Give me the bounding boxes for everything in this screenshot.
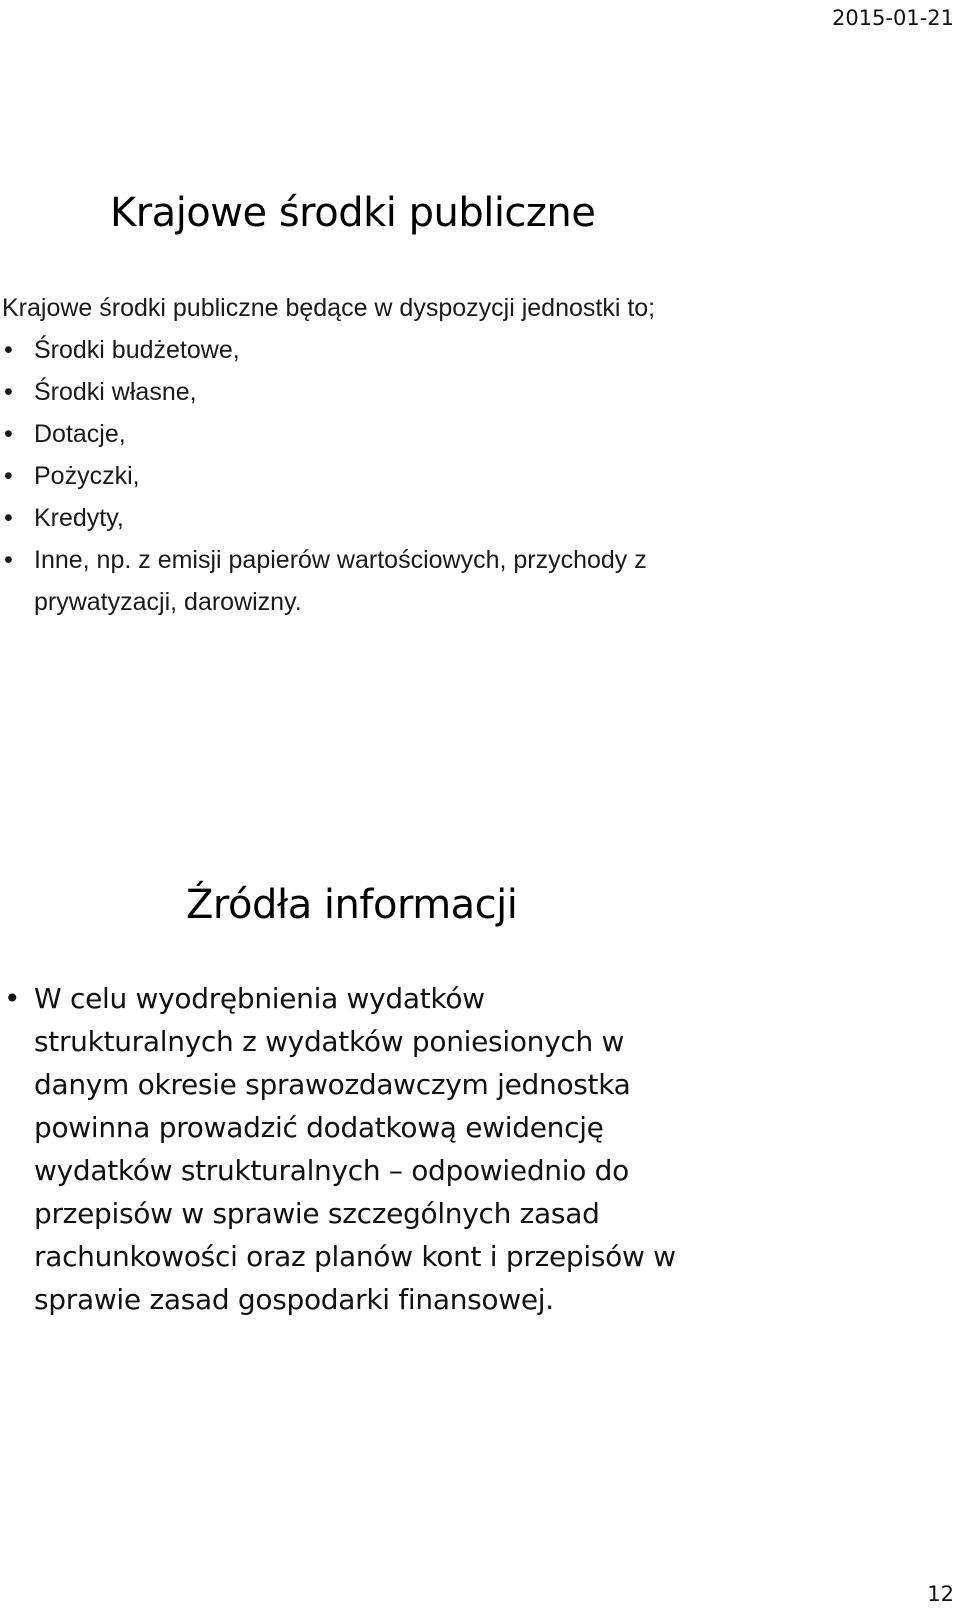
bullet-list — [2, 977, 692, 1321]
bullet-list — [2, 329, 722, 623]
list-item: • W celu wyodrębnienia wydatków strukturalnych z wydatków poniesionych w danym okresie sprawozdawczym jednostka powinna prowadzić dodatkową ewidencję wydatków strukturalnych – odpowiednio do przepisów w sprawie szczególnych zasad rachunkowości oraz planów kont i przepisów w sprawie zasad gospodarki finansowej. — [2, 977, 692, 1321]
list-item: • Dotacje, — [2, 413, 722, 455]
bullet-icon: • — [4, 982, 21, 1015]
slide-title: Krajowe środki publiczne — [110, 190, 596, 236]
intro-text: Krajowe środki publiczne będące w dyspozycji jednostki to; — [2, 294, 656, 322]
bullet-icon: • — [4, 420, 13, 448]
list-item: • Inne, np. z emisji papierów wartościowych, przychody z prywatyzacji, darowizny. — [2, 539, 722, 623]
list-item: • Kredyty, — [2, 497, 722, 539]
bullet-icon: • — [4, 462, 13, 490]
slide-body — [2, 287, 722, 623]
bullet-icon: • — [4, 546, 13, 574]
bullet-icon: • — [4, 504, 13, 532]
bullet-icon: • — [4, 336, 13, 364]
document-date: 2015-01-21 — [831, 6, 954, 30]
page-number: 12 — [927, 1582, 954, 1606]
slide-title: Źródła informacji — [186, 882, 518, 928]
list-item: • Pożyczki, — [2, 455, 722, 497]
list-item: • Środki własne, — [2, 371, 722, 413]
list-item: • Środki budżetowe, — [2, 329, 722, 371]
bullet-icon: • — [4, 378, 13, 406]
